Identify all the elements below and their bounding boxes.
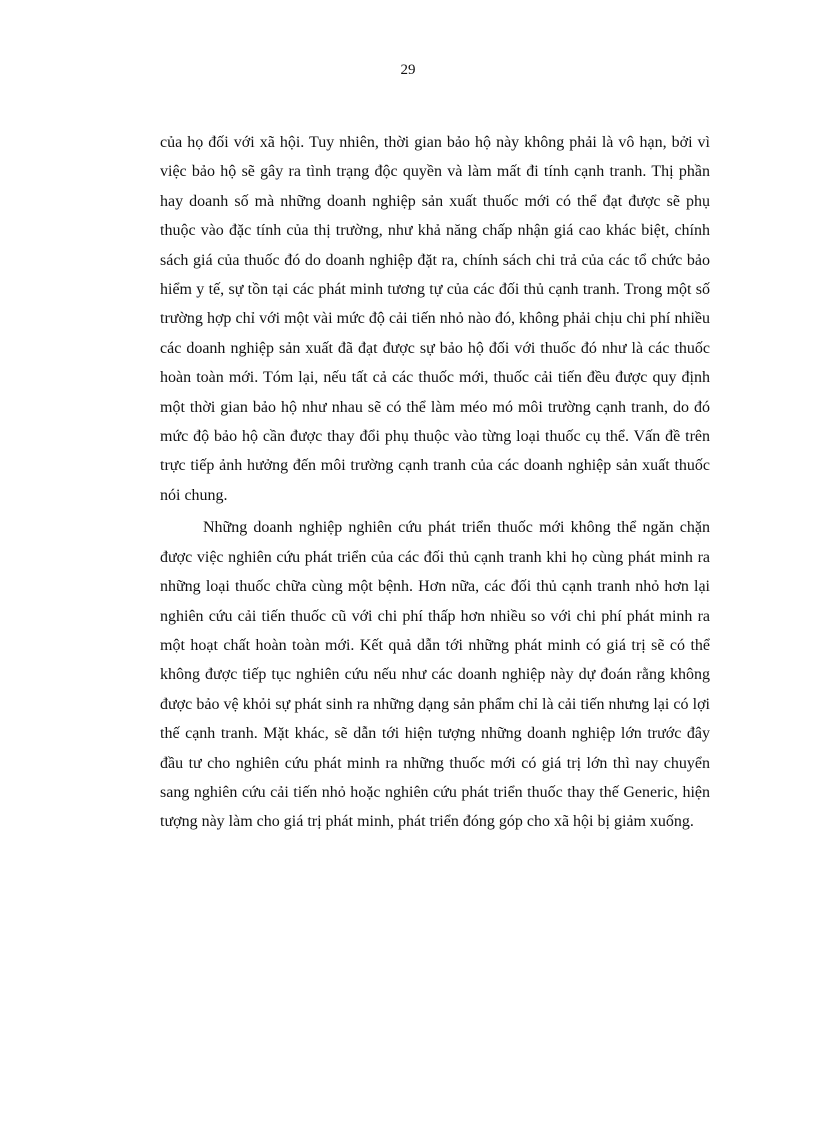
page-number: 29	[400, 62, 416, 78]
paragraph-2: Những doanh nghiệp nghiên cứu phát triển thuốc mới không thể ngăn chặn được việc nghiên cứu phát triển của các đối thủ cạnh tranh khi họ cùng phát minh ra những loại thuốc chữa cùng một bệnh. Hơn nữa, các đối thủ cạnh tranh nhỏ hơn lại nghiên cứu cải tiến thuốc cũ với chi phí thấp hơn nhiều so với chi phí phát minh ra một hoạt chất hoàn toàn mới. Kết quả dẫn tới những phát minh có giá trị sẽ có thể không được tiếp tục nghiên cứu nếu như các doanh nghiệp này dự đoán rằng không được bảo vệ khỏi sự phát sinh ra những dạng sản phẩm chỉ là cải tiến nhưng lại có lợi thế cạnh tranh. Mặt khác, sẽ dẫn tới hiện tượng những doanh nghiệp lớn trước đây đầu tư cho nghiên cứu phát minh ra những thuốc mới có giá trị lớn thì nay chuyển sang nghiên cứu cải tiến nhỏ hoặc nghiên cứu phát triển thuốc thay thế Generic, hiện tượng này làm cho giá trị phát minh, phát triển đóng góp cho xã hội bị giảm xuống.	[160, 519, 710, 831]
paragraph-1: của họ đối với xã hội. Tuy nhiên, thời gian bảo hộ này không phải là vô hạn, bởi vì việc bảo hộ sẽ gây ra tình trạng độc quyền và làm mất đi tính cạnh tranh. Thị phần hay doanh số mà những doanh nghiệp sản xuất thuốc mới có thể đạt được sẽ phụ thuộc vào đặc tính của thị trường, như khả năng chấp nhận giá cao khác biệt, chính sách giá của thuốc đó do doanh nghiệp đặt ra, chính sách chi trả của các tổ chức bảo hiểm y tế, sự tồn tại các phát minh tương tự của các đối thủ cạnh tranh. Trong một số trường hợp chỉ với một vài mức độ cải tiến nhỏ nào đó, không phải chịu chi phí nhiều các doanh nghiệp sản xuất đã đạt được sự bảo hộ đối với thuốc đó như là các thuốc hoàn toàn mới. Tóm lại, nếu tất cả các thuốc mới, thuốc cải tiến đều được quy định một thời gian bảo hộ như nhau sẽ có thể làm méo mó môi trường cạnh tranh, do đó mức độ bảo hộ cần được thay đổi phụ thuộc vào từng loại thuốc cụ thể. Vấn đề trên trực tiếp ảnh hưởng đến môi trường cạnh tranh của các doanh nghiệp sản xuất thuốc nói chung.	[160, 134, 710, 504]
body-text	[160, 128, 710, 837]
